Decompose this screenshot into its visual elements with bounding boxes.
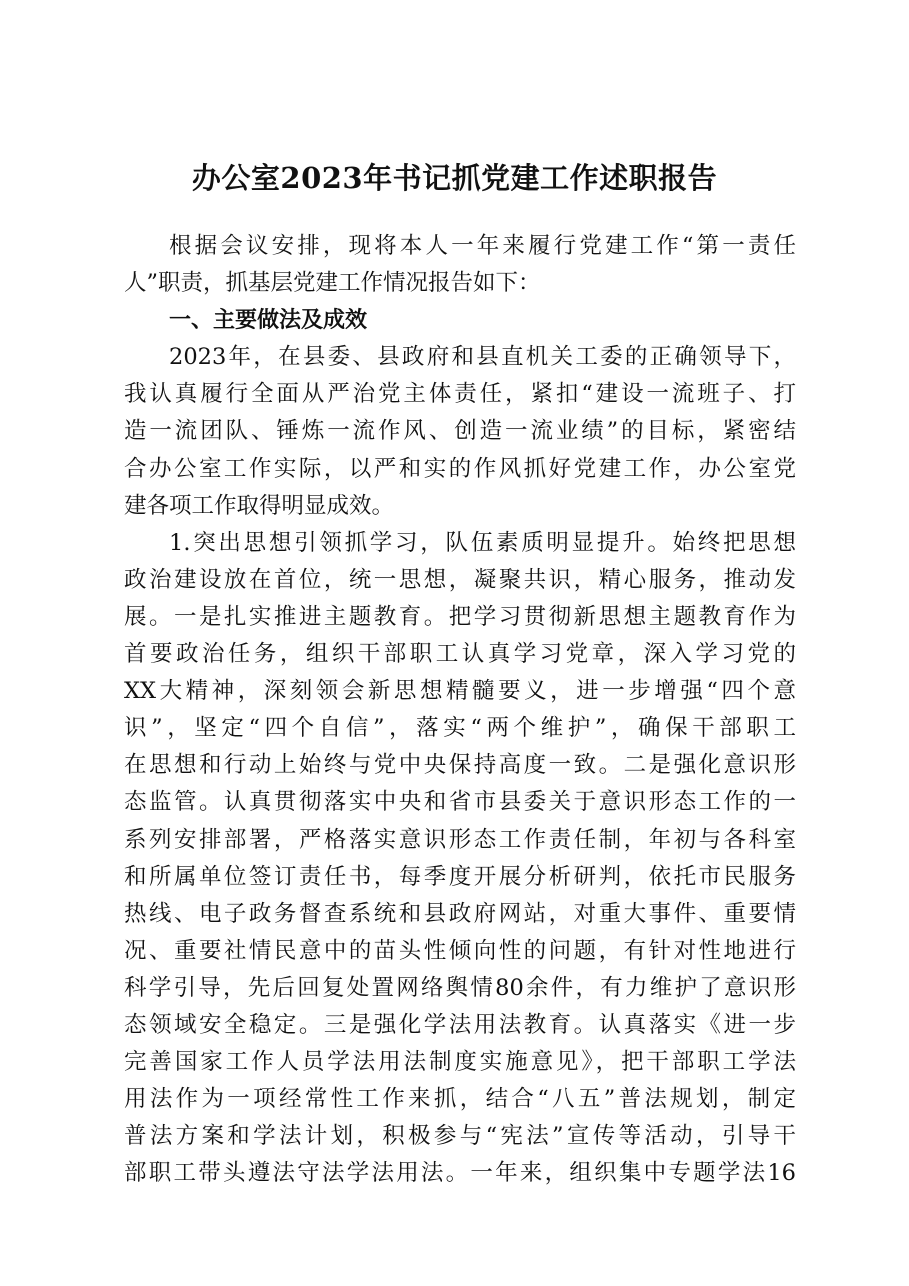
body-line: 态领域安全稳定。三是强化学法用法教育。认真落实《进一步 [124, 1011, 796, 1038]
body-line: 普法方案和学法计划，积极参与“宪法”宣传等活动，引导干 [124, 1123, 796, 1150]
body-line: 部职工带头遵法守法学法用法。一年来，组织集中专题学法16 [124, 1160, 796, 1187]
body-line: 用法作为一项经常性工作来抓，结合“八五”普法规划，制定 [124, 1086, 796, 1113]
body-line: 人”职责，抓基层党建工作情况报告如下： [124, 270, 541, 297]
body-line: 况、重要社情民意中的苗头性倾向性的问题，有针对性地进行 [124, 937, 796, 964]
document-title: 办公室2023年书记抓党建工作述职报告 [191, 161, 718, 195]
body-line: 和所属单位签订责任书，每季度开展分析研判，依托市民服务 [124, 863, 796, 890]
body-line: 造一流团队、锤炼一流作风、创造一流业绩”的目标，紧密结 [124, 418, 796, 445]
body-line: 科学引导，先后回复处置网络舆情80余件，有力维护了意识形 [124, 974, 796, 1001]
body-line: 首要政治任务，组织干部职工认真学习党章，深入学习党的 [124, 641, 796, 668]
body-line: 根据会议安排，现将本人一年来履行党建工作“第一责任 [169, 233, 796, 259]
body-line: 2023年，在县委、县政府和县直机关工委的正确领导下， [169, 344, 796, 371]
body-line: 建各项工作取得明显成效。 [124, 492, 395, 519]
body-line: 1.突出思想引领抓学习，队伍素质明显提升。始终把思想 [169, 529, 796, 556]
body-line: 在思想和行动上始终与党中央保持高度一致。二是强化意识形 [124, 752, 796, 779]
body-line: XX大精神，深刻领会新思想精髓要义，进一步增强“四个意 [124, 678, 796, 705]
section-heading: 一、主要做法及成效 [169, 308, 368, 334]
body-line: 识”，坚定“四个自信”，落实“两个维护”，确保干部职工 [124, 715, 796, 742]
document-body [124, 228, 796, 1192]
body-line: 完善国家工作人员学法用法制度实施意见》，把干部职工学法 [124, 1049, 796, 1076]
body-line: 系列安排部署，严格落实意识形态工作责任制，年初与各科室 [124, 826, 796, 853]
body-line: 合办公室工作实际，以严和实的作风抓好党建工作，办公室党 [124, 455, 796, 482]
body-line: 热线、电子政务督查系统和县政府网站，对重大事件、重要情 [124, 900, 796, 927]
body-line: 政治建设放在首位，统一思想，凝聚共识，精心服务，推动发 [124, 566, 796, 593]
body-line: 我认真履行全面从严治党主体责任，紧扣“建设一流班子、打 [124, 381, 796, 408]
body-line: 展。一是扎实推进主题教育。把学习贯彻新思想主题教育作为 [124, 603, 796, 630]
body-line: 态监管。认真贯彻落实中央和省市县委关于意识形态工作的一 [124, 789, 796, 816]
